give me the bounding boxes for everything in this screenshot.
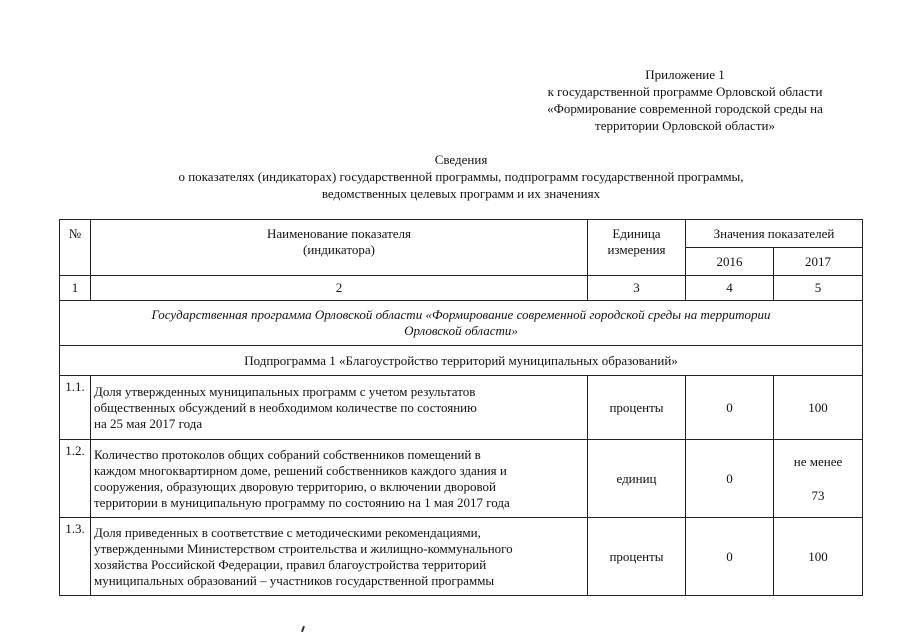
heading-line: ведомственных целевых программ и их значениях (321, 186, 601, 201)
indicator-line: каждом многоквартирном доме, решений собственников каждого здания и (94, 462, 507, 478)
header-year-2016: 2016 (686, 248, 774, 276)
indicator-line: Количество протоколов общих собраний собственников помещений в (94, 446, 481, 462)
row-number: 1.1. (60, 376, 91, 440)
indicator-name (91, 518, 588, 596)
appendix-caption (470, 66, 900, 134)
table-row (60, 440, 863, 518)
value-2016: 0 (686, 518, 774, 596)
row-number: 1.2. (60, 440, 91, 518)
column-number: 1 (60, 276, 91, 301)
unit-cell: проценты (588, 376, 686, 440)
indicator-line: Доля утвержденных муниципальных программ с учетом результатов (94, 383, 476, 399)
header-unit (588, 220, 686, 276)
value-2016: 0 (686, 440, 774, 518)
scan-mark (301, 626, 305, 632)
header-name-line: (индикатора) (303, 242, 375, 257)
header-year-2017: 2017 (774, 248, 863, 276)
program-title (60, 301, 863, 346)
program-title-line: Государственная программа Орловской области «Формирование современной городской среды на территории (151, 307, 771, 322)
indicators-table (59, 219, 863, 596)
document-heading (60, 151, 862, 202)
heading-line: о показателях (индикаторах) государственной программы, подпрограмм государственной программы, (178, 169, 744, 184)
unit-cell: единиц (588, 440, 686, 518)
header-values: Значения показателей (686, 220, 863, 248)
column-numbers-row (60, 276, 863, 301)
appendix-line: «Формирование современной городской среды на (547, 101, 823, 116)
value-2016: 0 (686, 376, 774, 440)
header-unit-line: Единица (612, 226, 661, 241)
indicator-name (91, 440, 588, 518)
value-2017 (774, 440, 863, 518)
appendix-line: Приложение 1 (645, 67, 725, 82)
value-2017: 100 (774, 376, 863, 440)
program-row (60, 301, 863, 346)
column-number: 3 (588, 276, 686, 301)
header-row (60, 220, 863, 248)
indicator-line: общественных обсуждений в необходимом количестве по состоянию (94, 399, 477, 415)
header-name-line: Наименование показателя (266, 226, 412, 241)
column-number: 2 (91, 276, 588, 301)
column-number: 4 (686, 276, 774, 301)
indicator-line: территории в муниципальную программу по состоянию на 1 мая 2017 года (94, 494, 510, 510)
indicator-line: утвержденными Министерством строительства и жилищно-коммунального (94, 540, 513, 556)
table-row (60, 518, 863, 596)
value-2017: 100 (774, 518, 863, 596)
indicator-line: Доля приведенных в соответствие с методическими рекомендациями, (94, 524, 481, 540)
row-number: 1.3. (60, 518, 91, 596)
header-num: № (60, 220, 91, 276)
header-name (91, 220, 588, 276)
appendix-line: территории Орловской области» (595, 118, 775, 133)
indicator-line: хозяйства Российской Федерации, правил благоустройства территорий (94, 556, 487, 572)
table-row (60, 376, 863, 440)
header-unit-line: измерения (607, 242, 666, 257)
program-title-line: Орловской области» (404, 323, 518, 338)
appendix-line: к государственной программе Орловской области (547, 84, 823, 99)
indicator-line: сооружения, образующих дворовую территорию, о включении дворовой (94, 478, 496, 494)
subprogram-title: Подпрограмма 1 «Благоустройство территорий муниципальных образований» (60, 346, 863, 376)
column-number: 5 (774, 276, 863, 301)
value-2017-line: 73 (811, 487, 825, 503)
indicator-name (91, 376, 588, 440)
unit-cell: проценты (588, 518, 686, 596)
indicator-line: на 25 мая 2017 года (94, 415, 203, 431)
heading-title: Сведения (434, 152, 488, 167)
subprogram-row (60, 346, 863, 376)
value-2017-line: не менее (793, 453, 843, 469)
indicator-line: муниципальных образований – участников государственной программы (94, 572, 495, 588)
